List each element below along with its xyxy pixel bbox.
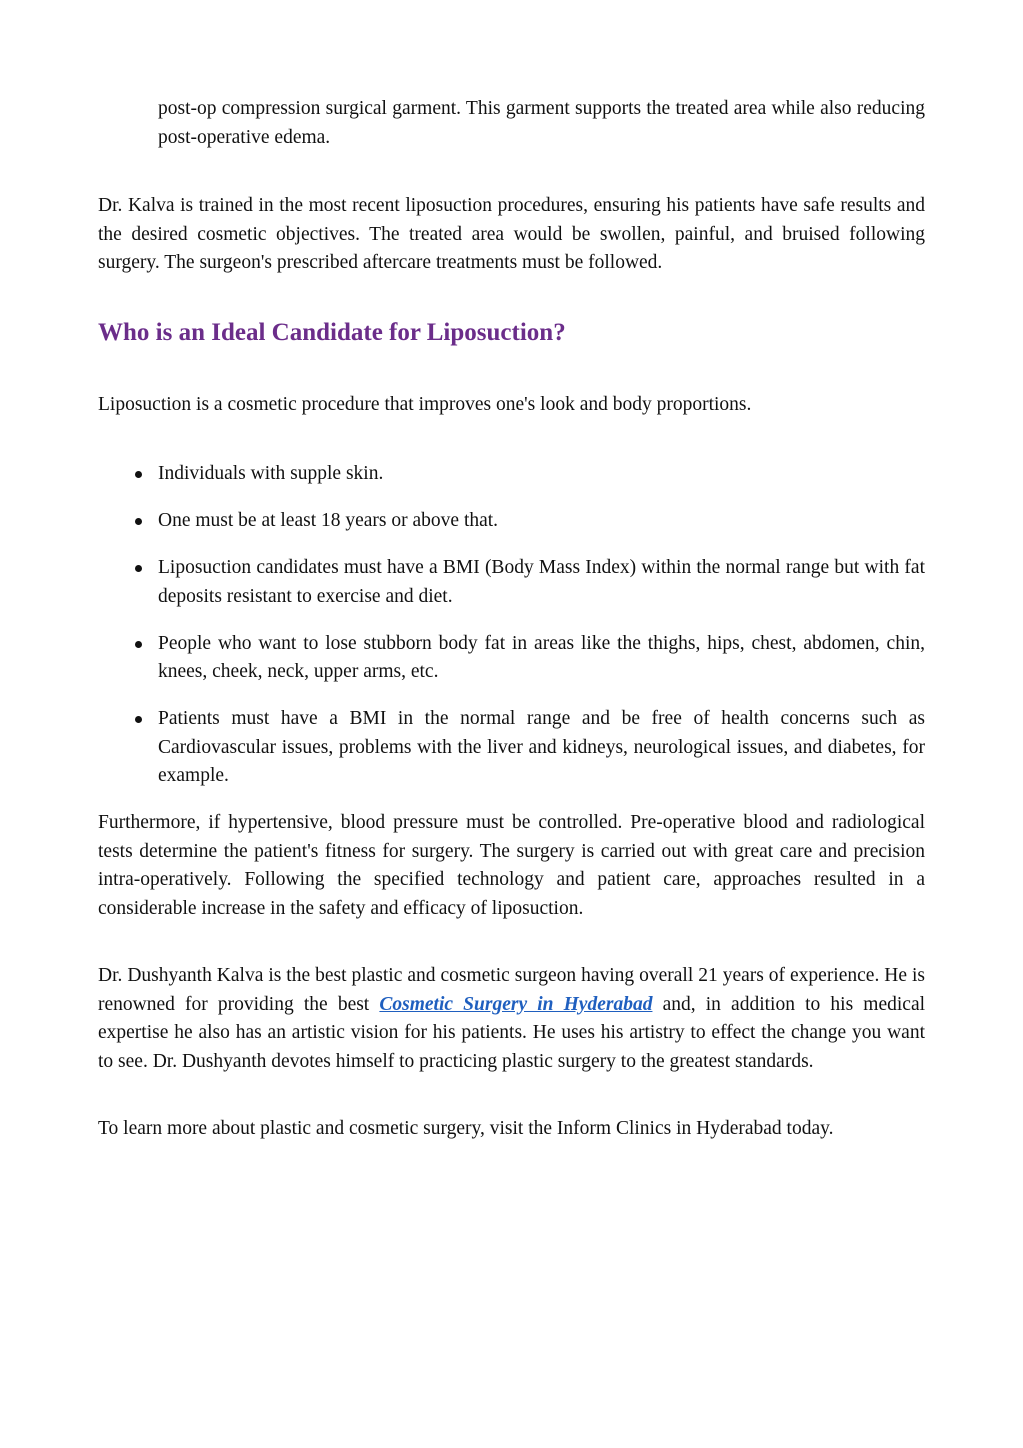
list-item: [98, 460, 925, 489]
list-item-text: People who want to lose stubborn body fat in areas like the thighs, hips, chest, abdomen, chin, knees, cheek, neck, upper arms, etc.: [158, 632, 925, 682]
list-item-text: Individuals with supple skin.: [158, 463, 384, 484]
bullet-icon: [135, 471, 142, 478]
bullet-icon: [135, 565, 142, 572]
doctor-paragraph-text-before: Dr. Dushyanth Kalva is the best plastic and cosmetic surgeon having overall 21 years of experience. He is renowned for providing the best: [98, 965, 925, 1015]
list-item: [98, 507, 925, 536]
liposuction-intro-paragraph: Liposuction is a cosmetic procedure that improves one's look and body proportions.: [98, 394, 752, 415]
section-heading: Who is an Ideal Candidate for Liposuction?: [98, 319, 566, 346]
doctor-paragraph-text-after: and, in addition to his medical expertise he also has an artistic vision for his patients. He uses his artistry to effect the change you want to see. Dr. Dushyanth devotes himself to practicing plastic surgery to the greatest standards.: [98, 993, 926, 1072]
candidate-criteria-list: [98, 460, 925, 809]
closing-paragraph: To learn more about plastic and cosmetic surgery, visit the Inform Clinics in Hyderabad today.: [98, 1118, 834, 1139]
list-item-text: Patients must have a BMI in the normal range and be free of health concerns such as Cardiovascular issues, problems with the liver and kidneys, neurological issues, and diabetes, for example.: [158, 708, 925, 786]
cosmetic-surgery-hyderabad-link[interactable]: Cosmetic Surgery in Hyderabad: [379, 993, 653, 1015]
list-item: [98, 554, 925, 611]
doctor-paragraph: [98, 962, 925, 1076]
list-item: [98, 630, 925, 687]
bullet-icon: [135, 641, 142, 648]
bullet-icon: [135, 716, 142, 723]
furthermore-paragraph: Furthermore, if hypertensive, blood pressure must be controlled. Pre-operative blood and radiological tests determine the patient's fitness for surgery. The surgery is carried out with great care and precision intra-operatively. Following the specified technology and patient care, approaches resulted in a considerable increase in the safety and efficacy of liposuction.: [98, 812, 925, 919]
list-item-text: One must be at least 18 years or above that.: [158, 510, 499, 531]
list-item-text: Liposuction candidates must have a BMI (Body Mass Index) within the normal range but with fat deposits resistant to exercise and diet.: [158, 557, 925, 607]
bullet-icon: [135, 518, 142, 525]
intro-continuation-text: post-op compression surgical garment. This garment supports the treated area while also reducing post-operative edema.: [158, 98, 925, 148]
training-paragraph: Dr. Kalva is trained in the most recent liposuction procedures, ensuring his patients have safe results and the desired cosmetic objectives. The treated area would be swollen, painful, and bruised following surgery. The surgeon's prescribed aftercare treatments must be followed.: [98, 195, 925, 273]
list-item: [98, 705, 925, 791]
